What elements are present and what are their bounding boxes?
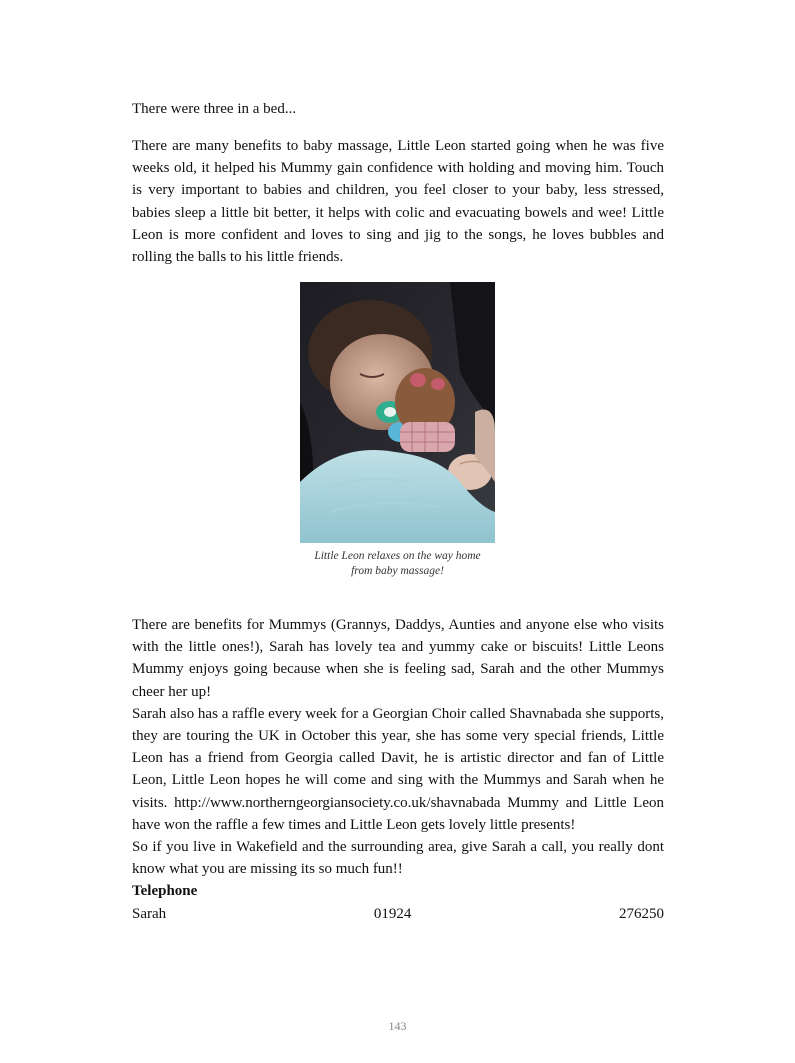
page-number: 143 [388,1019,407,1033]
telephone-area-code: 01924 [373,905,412,922]
benefits-paragraph: There are benefits for Mummys (Grannys, Daddys, Aunties and anyone else who visits with the little ones!), Sarah has lovely tea and yummy cake or biscuits! Little Leons Mummy enjoys going because when she is feeling sad, Sarah and the other Mummys cheer her up! [132,617,664,700]
telephone-row [132,903,664,925]
lower-text [132,614,664,925]
page-content [132,98,664,268]
caption-line-1: Little Leon relaxes on the way home [314,550,481,562]
intro-paragraph: There are many benefits to baby massage, Little Leon started going when he was five weeks old, it helped his Mummy gain confidence with holding and moving him. Touch is very important to babies and children, you feel closer to your baby, less stressed, babies sleep a little bit better, it helps with colic and evacuating bowels and wee! Little Leon is more confident and loves to sing and jig to the songs, he loves bubbles and rolling the balls to his little friends. [132,138,664,266]
photo-figure [300,282,495,543]
caption-line-2: from baby massage! [351,564,444,577]
telephone-label: Telephone [132,883,198,900]
section-heading: There were three in a bed... [132,101,297,117]
contact-paragraph: So if you live in Wakefield and the surrounding area, give Sarah a call, you really dont know what you are missing its so much fun!! [132,839,664,878]
raffle-paragraph: Sarah also has a raffle every week for a Georgian Choir called Shavnabada she supports, they are touring the UK in October this year, she has some very special friends, Little Leon has a friend from Georgia called Davit, he is artistic director and fan of Little Leon, Little Leon hopes he will come and sing with the Mummys and Sarah when he visits. http://www.northerngeorgiansociety.co.uk/shavnabada Mummy and Little Leon have won the raffle a few times and Little Leon gets lovely little presents! [132,705,664,833]
telephone-name: Sarah [132,905,167,922]
photo-caption [280,549,515,578]
telephone-number: 276250 [619,905,664,922]
sleeping-baby-photo [300,282,495,543]
